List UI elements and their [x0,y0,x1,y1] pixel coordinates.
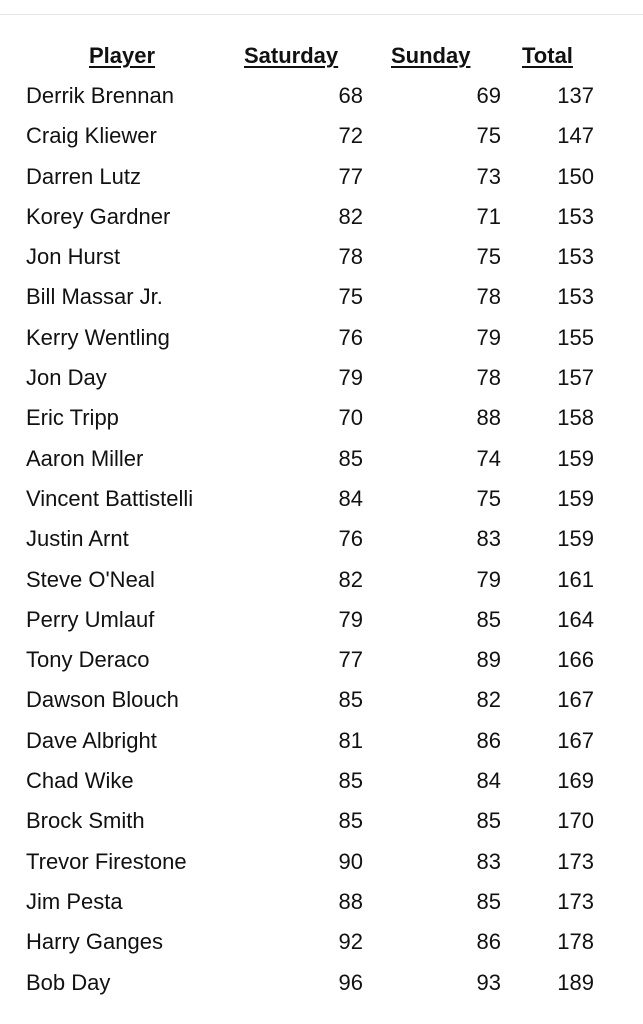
sunday-score: 79 [476,324,501,350]
player-name: Derrik Brennan [26,83,174,108]
saturday-score: 78 [338,244,363,270]
saturday-score: 90 [338,848,363,874]
saturday-score: 72 [338,123,363,149]
saturday-score: 79 [338,606,363,632]
player-name: Aaron Miller [26,445,144,471]
player-name: Dave Albright [26,727,157,753]
player-name: Jim Pesta [26,888,123,914]
player-name: Steve O'Neal [26,566,155,592]
saturday-score: 85 [338,687,363,713]
table-row [0,197,643,237]
total-score: 166 [557,647,594,673]
player-name: Jon Hurst [26,244,121,270]
total-score: 189 [557,969,594,995]
saturday-score: 85 [338,768,363,794]
saturday-score: 81 [338,727,363,753]
table-row [0,398,643,438]
table-row [0,680,643,720]
table-row [0,842,643,882]
saturday-score: 88 [338,888,363,914]
saturday-score: 68 [338,83,363,108]
sunday-score: 74 [476,445,501,471]
table-header [0,36,643,76]
sunday-score: 93 [476,969,501,995]
total-score: 153 [557,244,594,270]
table-row [0,922,643,962]
total-score: 178 [557,929,594,955]
total-score: 147 [557,123,594,149]
player-name: Brock Smith [26,808,145,834]
header-total: Total [522,43,573,68]
total-score: 159 [557,445,594,471]
player-name: Chad Wike [26,768,134,794]
sunday-score: 75 [476,244,501,270]
total-score: 159 [557,526,594,552]
table-body [0,76,643,1003]
saturday-score: 75 [338,284,363,310]
table-row [0,560,643,600]
table-row [0,358,643,398]
table-row [0,318,643,358]
sunday-score: 85 [476,808,501,834]
total-score: 167 [557,727,594,753]
top-divider [0,14,643,15]
sunday-score: 79 [476,566,501,592]
sunday-score: 84 [476,768,501,794]
player-name: Bob Day [26,969,111,995]
table-row [0,277,643,317]
saturday-score: 85 [338,445,363,471]
total-score: 158 [557,405,594,431]
sunday-score: 85 [476,606,501,632]
total-score: 157 [557,365,594,391]
table-row [0,801,643,841]
sunday-score: 89 [476,647,501,673]
total-score: 150 [557,163,594,189]
table-row [0,76,643,116]
header-player: Player [89,43,156,68]
player-name: Jon Day [26,365,107,391]
player-name: Eric Tripp [26,405,119,431]
saturday-score: 77 [338,163,363,189]
player-name: Trevor Firestone [26,848,187,874]
sunday-score: 75 [476,485,501,511]
total-score: 173 [557,888,594,914]
table-row [0,640,643,680]
total-score: 155 [557,324,594,350]
total-score: 153 [557,284,594,310]
sunday-score: 83 [476,526,501,552]
player-name: Korey Gardner [26,203,171,229]
saturday-score: 85 [338,808,363,834]
saturday-score: 79 [338,365,363,391]
saturday-score: 84 [338,485,363,511]
total-score: 161 [557,566,594,592]
total-score: 153 [557,203,594,229]
player-name: Perry Umlauf [26,606,155,632]
header-sunday: Sunday [391,43,471,68]
table-row [0,963,643,1003]
saturday-score: 76 [338,324,363,350]
saturday-score: 77 [338,647,363,673]
total-score: 159 [557,485,594,511]
total-score: 167 [557,687,594,713]
sunday-score: 71 [476,203,501,229]
total-score: 173 [557,848,594,874]
sunday-score: 82 [476,687,501,713]
saturday-score: 82 [338,203,363,229]
table-row [0,439,643,479]
sunday-score: 78 [476,365,501,391]
player-name: Darren Lutz [26,163,141,189]
saturday-score: 82 [338,566,363,592]
player-name: Harry Ganges [26,929,163,955]
saturday-score: 76 [338,526,363,552]
sunday-score: 78 [476,284,501,310]
table-row [0,116,643,156]
player-name: Tony Deraco [26,647,150,673]
table-row [0,157,643,197]
table-row [0,237,643,277]
sunday-score: 83 [476,848,501,874]
sunday-score: 85 [476,888,501,914]
table-row [0,479,643,519]
table-row [0,721,643,761]
saturday-score: 92 [338,929,363,955]
player-name: Bill Massar Jr. [26,284,163,310]
sunday-score: 73 [476,163,501,189]
sunday-score: 69 [476,83,501,108]
total-score: 137 [557,83,594,108]
sunday-score: 86 [476,727,501,753]
sunday-score: 86 [476,929,501,955]
total-score: 164 [557,606,594,632]
table-row [0,600,643,640]
sunday-score: 88 [476,405,501,431]
saturday-score: 70 [338,405,363,431]
player-name: Vincent Battistelli [26,485,194,511]
sunday-score: 75 [476,123,501,149]
player-name: Justin Arnt [26,526,129,552]
total-score: 170 [557,808,594,834]
saturday-score: 96 [338,969,363,995]
header-saturday: Saturday [244,43,339,68]
player-name: Craig Kliewer [26,123,157,149]
table-row [0,761,643,801]
scores-table [0,36,643,1003]
table-row [0,519,643,559]
player-name: Kerry Wentling [26,324,170,350]
table-row [0,882,643,922]
total-score: 169 [557,768,594,794]
player-name: Dawson Blouch [26,687,179,713]
